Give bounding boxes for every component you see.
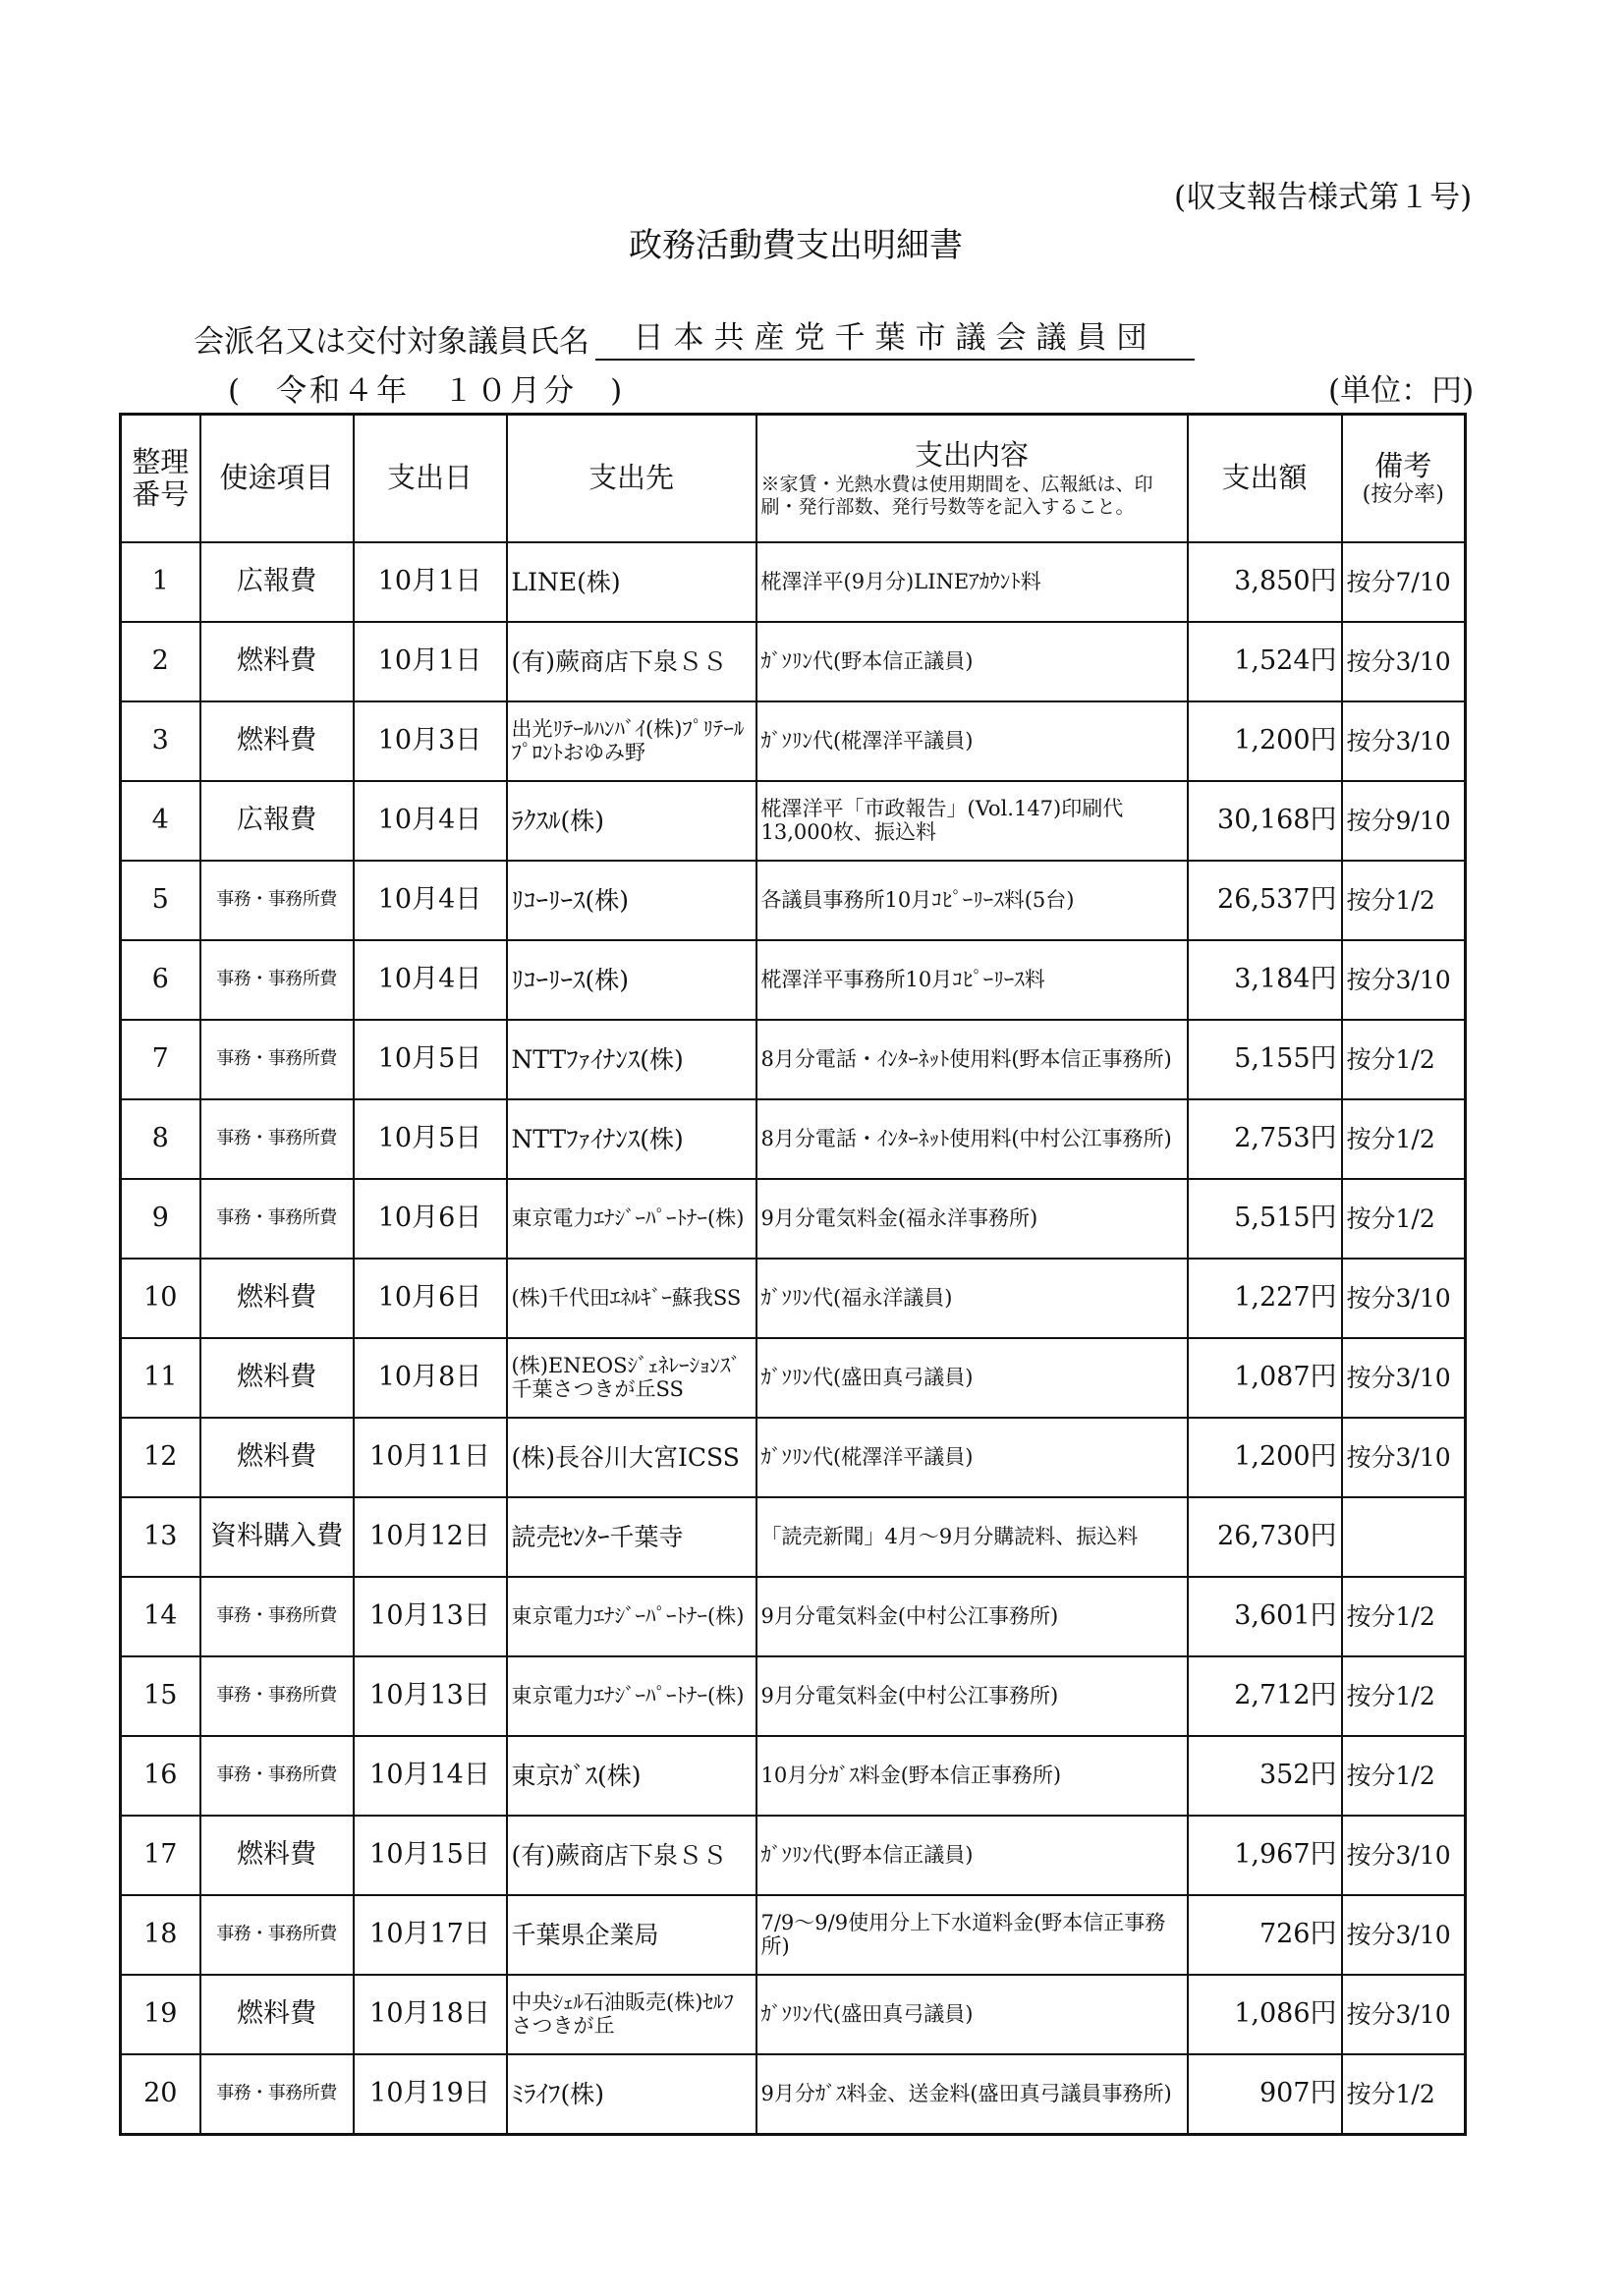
cell-content: ｶﾞｿﾘﾝ代(盛田真弓議員) — [756, 1975, 1188, 2054]
period-label: ( 令和４年 １０月分 ) — [228, 373, 626, 409]
cell-date: 10月4日 — [354, 940, 507, 1020]
cell-content: 7/9～9/9使用分上下水道料金(野本信正事務所) — [756, 1895, 1188, 1975]
cell-category: 燃料費 — [200, 1259, 354, 1338]
cell-category: 広報費 — [200, 781, 354, 861]
cell-amount: 1,200円 — [1188, 1418, 1342, 1497]
cell-note: 按分3/10 — [1342, 1418, 1466, 1497]
cell-amount: 26,730円 — [1188, 1497, 1342, 1577]
cell-payee: ﾐﾗｲﾌ(株) — [507, 2054, 756, 2135]
cell-payee: (株)ENEOSｼﾞｪﾈﾚｰｼｮﾝｽﾞ千葉さつきが丘SS — [507, 1338, 756, 1418]
cell-no: 1 — [121, 542, 200, 622]
table-row — [121, 940, 1466, 1020]
document-title: 政務活動費支出明細書 — [629, 226, 963, 265]
cell-date: 10月4日 — [354, 781, 507, 861]
cell-payee: 東京電力ｴﾅｼﾞｰﾊﾟｰﾄﾅｰ(株) — [507, 1656, 756, 1736]
cell-amount: 1,524円 — [1188, 622, 1342, 701]
table-row — [121, 1577, 1466, 1656]
cell-payee: (有)蕨商店下泉ＳＳ — [507, 622, 756, 701]
cell-amount: 726円 — [1188, 1895, 1342, 1975]
cell-amount: 5,515円 — [1188, 1179, 1342, 1259]
col-header-content-note: ※家賃・光熱水費は使用期間を、広報紙は、印刷・発行部数、発行号数等を記入すること。 — [760, 473, 1153, 518]
cell-no: 16 — [121, 1736, 200, 1816]
cell-no: 2 — [121, 622, 200, 701]
cell-no: 19 — [121, 1975, 200, 2054]
cell-note — [1342, 1497, 1466, 1577]
col-header-amount: 支出額 — [1188, 415, 1342, 543]
cell-no: 20 — [121, 2054, 200, 2135]
cell-date: 10月5日 — [354, 1020, 507, 1099]
cell-no: 11 — [121, 1338, 200, 1418]
cell-amount: 907円 — [1188, 2054, 1342, 2135]
table-row — [121, 1816, 1466, 1895]
table-row — [121, 1338, 1466, 1418]
cell-date: 10月18日 — [354, 1975, 507, 2054]
table-row — [121, 1975, 1466, 2054]
cell-category: 事務・事務所費 — [200, 1577, 354, 1656]
cell-note: 按分3/10 — [1342, 1975, 1466, 2054]
cell-amount: 5,155円 — [1188, 1020, 1342, 1099]
col-header-note-title: 備考 — [1374, 448, 1432, 482]
col-header-payee: 支出先 — [507, 415, 756, 543]
faction-value: 日本共産党千葉市議会議員団 — [595, 312, 1195, 361]
cell-payee: 読売ｾﾝﾀｰ千葉寺 — [507, 1497, 756, 1577]
table-row — [121, 1895, 1466, 1975]
table-row — [121, 1259, 1466, 1338]
cell-amount: 2,753円 — [1188, 1099, 1342, 1179]
table-row — [121, 1020, 1466, 1099]
cell-payee: LINE(株) — [507, 542, 756, 622]
cell-category: 事務・事務所費 — [200, 2054, 354, 2135]
cell-content: ｶﾞｿﾘﾝ代(椛澤洋平議員) — [756, 1418, 1188, 1497]
cell-date: 10月1日 — [354, 622, 507, 701]
cell-amount: 352円 — [1188, 1736, 1342, 1816]
cell-note: 按分1/2 — [1342, 1020, 1466, 1099]
cell-note: 按分3/10 — [1342, 701, 1466, 781]
col-header-date: 支出日 — [354, 415, 507, 543]
cell-date: 10月14日 — [354, 1736, 507, 1816]
cell-content: 9月分電気料金(福永洋事務所) — [756, 1179, 1188, 1259]
cell-no: 10 — [121, 1259, 200, 1338]
form-number: (収支報告様式第１号) — [1174, 180, 1473, 215]
cell-note: 按分3/10 — [1342, 940, 1466, 1020]
cell-date: 10月6日 — [354, 1179, 507, 1259]
cell-note: 按分1/2 — [1342, 861, 1466, 940]
cell-note: 按分1/2 — [1342, 1736, 1466, 1816]
cell-payee: NTTﾌｧｲﾅﾝｽ(株) — [507, 1099, 756, 1179]
cell-date: 10月4日 — [354, 861, 507, 940]
cell-category: 燃料費 — [200, 1338, 354, 1418]
cell-note: 按分1/2 — [1342, 1656, 1466, 1736]
cell-date: 10月6日 — [354, 1259, 507, 1338]
table-row — [121, 1099, 1466, 1179]
cell-payee: ﾘｺｰﾘｰｽ(株) — [507, 940, 756, 1020]
cell-payee: (有)蕨商店下泉ＳＳ — [507, 1816, 756, 1895]
cell-amount: 1,200円 — [1188, 701, 1342, 781]
cell-content: 「読売新聞」4月～9月分購読料、振込料 — [756, 1497, 1188, 1577]
cell-note: 按分1/2 — [1342, 1577, 1466, 1656]
cell-amount: 1,967円 — [1188, 1816, 1342, 1895]
table-row — [121, 701, 1466, 781]
cell-payee: ﾘｺｰﾘｰｽ(株) — [507, 861, 756, 940]
cell-no: 5 — [121, 861, 200, 940]
cell-content: ｶﾞｿﾘﾝ代(盛田真弓議員) — [756, 1338, 1188, 1418]
cell-category: 事務・事務所費 — [200, 1656, 354, 1736]
cell-payee: 東京ｶﾞｽ(株) — [507, 1736, 756, 1816]
cell-content: 各議員事務所10月ｺﾋﾟｰﾘｰｽ料(5台) — [756, 861, 1188, 940]
cell-content: 椛澤洋平「市政報告」(Vol.147)印刷代13,000枚、振込料 — [756, 781, 1188, 861]
cell-no: 8 — [121, 1099, 200, 1179]
table-header-row — [121, 415, 1466, 543]
cell-category: 事務・事務所費 — [200, 1179, 354, 1259]
table-row — [121, 781, 1466, 861]
cell-category: 燃料費 — [200, 622, 354, 701]
cell-payee: 東京電力ｴﾅｼﾞｰﾊﾟｰﾄﾅｰ(株) — [507, 1577, 756, 1656]
cell-no: 3 — [121, 701, 200, 781]
cell-category: 事務・事務所費 — [200, 1895, 354, 1975]
cell-amount: 3,601円 — [1188, 1577, 1342, 1656]
table-row — [121, 1418, 1466, 1497]
cell-amount: 1,086円 — [1188, 1975, 1342, 2054]
cell-category: 事務・事務所費 — [200, 1736, 354, 1816]
cell-note: 按分3/10 — [1342, 1816, 1466, 1895]
cell-content: ｶﾞｿﾘﾝ代(椛澤洋平議員) — [756, 701, 1188, 781]
cell-no: 13 — [121, 1497, 200, 1577]
col-header-note-sub: (按分率) — [1362, 482, 1444, 508]
cell-note: 按分1/2 — [1342, 1099, 1466, 1179]
cell-amount: 3,850円 — [1188, 542, 1342, 622]
cell-category: 広報費 — [200, 542, 354, 622]
table-body — [121, 542, 1466, 2135]
cell-content: 8月分電話・ｲﾝﾀｰﾈｯﾄ使用料(野本信正事務所) — [756, 1020, 1188, 1099]
col-header-category: 使途項目 — [200, 415, 354, 543]
cell-note: 按分1/2 — [1342, 1179, 1466, 1259]
table-row — [121, 1497, 1466, 1577]
cell-note: 按分1/2 — [1342, 2054, 1466, 2135]
cell-payee: (株)長谷川大宮ICSS — [507, 1418, 756, 1497]
table-row — [121, 1656, 1466, 1736]
cell-date: 10月12日 — [354, 1497, 507, 1577]
cell-date: 10月17日 — [354, 1895, 507, 1975]
cell-amount: 3,184円 — [1188, 940, 1342, 1020]
cell-category: 事務・事務所費 — [200, 861, 354, 940]
expense-table — [119, 413, 1467, 2136]
table-row — [121, 542, 1466, 622]
cell-category: 燃料費 — [200, 1816, 354, 1895]
cell-payee: 東京電力ｴﾅｼﾞｰﾊﾟｰﾄﾅｰ(株) — [507, 1179, 756, 1259]
cell-amount: 26,537円 — [1188, 861, 1342, 940]
col-header-content — [756, 415, 1188, 543]
cell-category: 燃料費 — [200, 1418, 354, 1497]
cell-content: 8月分電話・ｲﾝﾀｰﾈｯﾄ使用料(中村公江事務所) — [756, 1099, 1188, 1179]
cell-payee: ﾗｸｽﾙ(株) — [507, 781, 756, 861]
unit-label: (単位：円) — [1328, 373, 1475, 409]
col-header-note — [1342, 415, 1466, 543]
table-row — [121, 1179, 1466, 1259]
cell-category: 資料購入費 — [200, 1497, 354, 1577]
faction-row — [194, 312, 1195, 361]
cell-amount: 2,712円 — [1188, 1656, 1342, 1736]
cell-category: 事務・事務所費 — [200, 940, 354, 1020]
cell-payee: 出光ﾘﾃｰﾙﾊﾝﾊﾞｲ(株)ﾌﾟﾘﾃｰﾙﾌﾟﾛﾝﾄおゆみ野 — [507, 701, 756, 781]
cell-amount: 30,168円 — [1188, 781, 1342, 861]
cell-category: 燃料費 — [200, 701, 354, 781]
cell-content: 椛澤洋平(9月分)LINEｱｶｳﾝﾄ料 — [756, 542, 1188, 622]
cell-date: 10月3日 — [354, 701, 507, 781]
cell-no: 14 — [121, 1577, 200, 1656]
cell-payee: NTTﾌｧｲﾅﾝｽ(株) — [507, 1020, 756, 1099]
cell-content: 10月分ｶﾞｽ料金(野本信正事務所) — [756, 1736, 1188, 1816]
cell-no: 18 — [121, 1895, 200, 1975]
cell-content: ｶﾞｿﾘﾝ代(福永洋議員) — [756, 1259, 1188, 1338]
cell-note: 按分9/10 — [1342, 781, 1466, 861]
cell-no: 12 — [121, 1418, 200, 1497]
cell-note: 按分3/10 — [1342, 1895, 1466, 1975]
cell-amount: 1,087円 — [1188, 1338, 1342, 1418]
cell-no: 9 — [121, 1179, 200, 1259]
col-header-no: 整理番号 — [121, 415, 200, 543]
cell-note: 按分3/10 — [1342, 1259, 1466, 1338]
cell-category: 事務・事務所費 — [200, 1099, 354, 1179]
cell-no: 7 — [121, 1020, 200, 1099]
cell-no: 4 — [121, 781, 200, 861]
cell-category: 燃料費 — [200, 1975, 354, 2054]
cell-content: ｶﾞｿﾘﾝ代(野本信正議員) — [756, 1816, 1188, 1895]
cell-date: 10月5日 — [354, 1099, 507, 1179]
cell-content: 9月分電気料金(中村公江事務所) — [756, 1656, 1188, 1736]
cell-date: 10月13日 — [354, 1577, 507, 1656]
cell-content: ｶﾞｿﾘﾝ代(野本信正議員) — [756, 622, 1188, 701]
table-row — [121, 1736, 1466, 1816]
cell-no: 6 — [121, 940, 200, 1020]
cell-date: 10月8日 — [354, 1338, 507, 1418]
cell-date: 10月15日 — [354, 1816, 507, 1895]
cell-date: 10月13日 — [354, 1656, 507, 1736]
cell-payee: 千葉県企業局 — [507, 1895, 756, 1975]
cell-payee: 中央ｼｪﾙ石油販売(株)ｾﾙﾌさつきが丘 — [507, 1975, 756, 2054]
cell-content: 椛澤洋平事務所10月ｺﾋﾟｰﾘｰｽ料 — [756, 940, 1188, 1020]
cell-payee: (株)千代田ｴﾈﾙｷﾞｰ蘇我SS — [507, 1259, 756, 1338]
cell-category: 事務・事務所費 — [200, 1020, 354, 1099]
col-header-content-title: 支出内容 — [914, 437, 1029, 472]
cell-content: 9月分電気料金(中村公江事務所) — [756, 1577, 1188, 1656]
faction-label: 会派名又は交付対象議員氏名 — [194, 324, 589, 360]
cell-no: 15 — [121, 1656, 200, 1736]
cell-note: 按分3/10 — [1342, 622, 1466, 701]
cell-no: 17 — [121, 1816, 200, 1895]
table-row — [121, 861, 1466, 940]
cell-note: 按分3/10 — [1342, 1338, 1466, 1418]
cell-amount: 1,227円 — [1188, 1259, 1342, 1338]
cell-date: 10月19日 — [354, 2054, 507, 2135]
table-row — [121, 622, 1466, 701]
cell-note: 按分7/10 — [1342, 542, 1466, 622]
cell-date: 10月11日 — [354, 1418, 507, 1497]
table-row — [121, 2054, 1466, 2135]
cell-content: 9月分ｶﾞｽ料金、送金料(盛田真弓議員事務所) — [756, 2054, 1188, 2135]
cell-date: 10月1日 — [354, 542, 507, 622]
